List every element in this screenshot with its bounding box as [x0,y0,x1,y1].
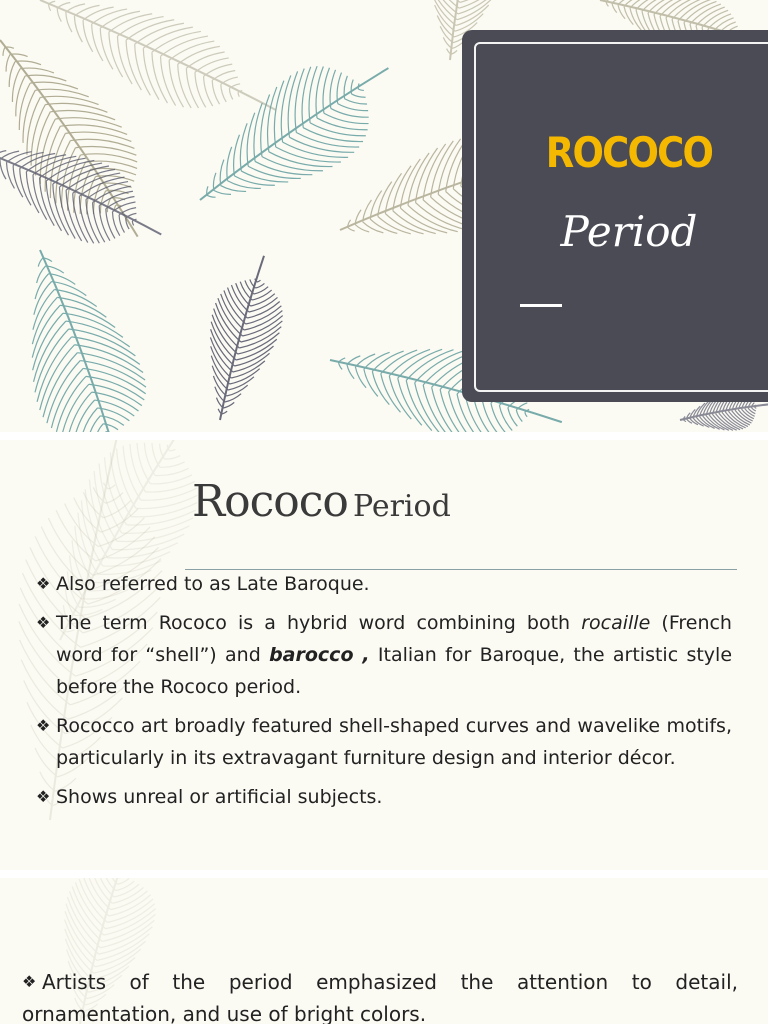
slide-subtitle: Period [560,207,698,256]
third-slide [0,878,768,1024]
bullet-text: Shows unreal or artificial subjects. [56,786,383,808]
title-dash [520,304,562,307]
heading-rest: Period [352,489,451,524]
bullet-list [22,966,738,1024]
title-card-border [474,42,768,392]
content-heading [192,476,451,527]
bullet-text: Rococco art broadly featured shell-shaped curves and wavelike motifs, particularly in its extravagant furniture design and interior décor. [56,715,732,769]
content-slide [0,440,768,870]
bullet-text: rocaille [581,612,651,634]
slide-title: ROCOCO [545,128,713,177]
list-item [36,710,732,774]
list-item [36,781,732,813]
bullet-text: barocco , [269,644,370,666]
diamond-bullet-icon: ❖ [36,716,51,735]
bullet-text: The term Rococo is a hybrid word combining both [56,612,582,634]
diamond-bullet-icon: ❖ [36,574,51,593]
list-item [22,966,738,998]
title-slide [0,0,768,432]
diamond-bullet-icon: ❖ [22,972,37,991]
feather-icon [171,27,417,241]
bullet-text: ornamentation, and use of bright colors. [22,1002,427,1024]
list-item [22,998,738,1024]
heading-main: Rococo [192,476,348,527]
bullet-text: (French word for “shell”) and [56,612,732,666]
title-card [462,30,768,402]
bullet-text: Artists of the period emphasized the attention to detail, [42,970,738,994]
list-item [36,568,732,600]
feather-icon [186,247,298,429]
bullet-list [36,568,732,820]
bullet-text: Also referred to as Late Baroque. [56,573,370,595]
diamond-bullet-icon: ❖ [36,787,51,806]
feather-icon [0,231,170,432]
list-item [36,607,732,703]
diamond-bullet-icon: ❖ [36,613,51,632]
bullet-text: Italian for Baroque, the artistic style before the Rococo period. [56,644,733,698]
